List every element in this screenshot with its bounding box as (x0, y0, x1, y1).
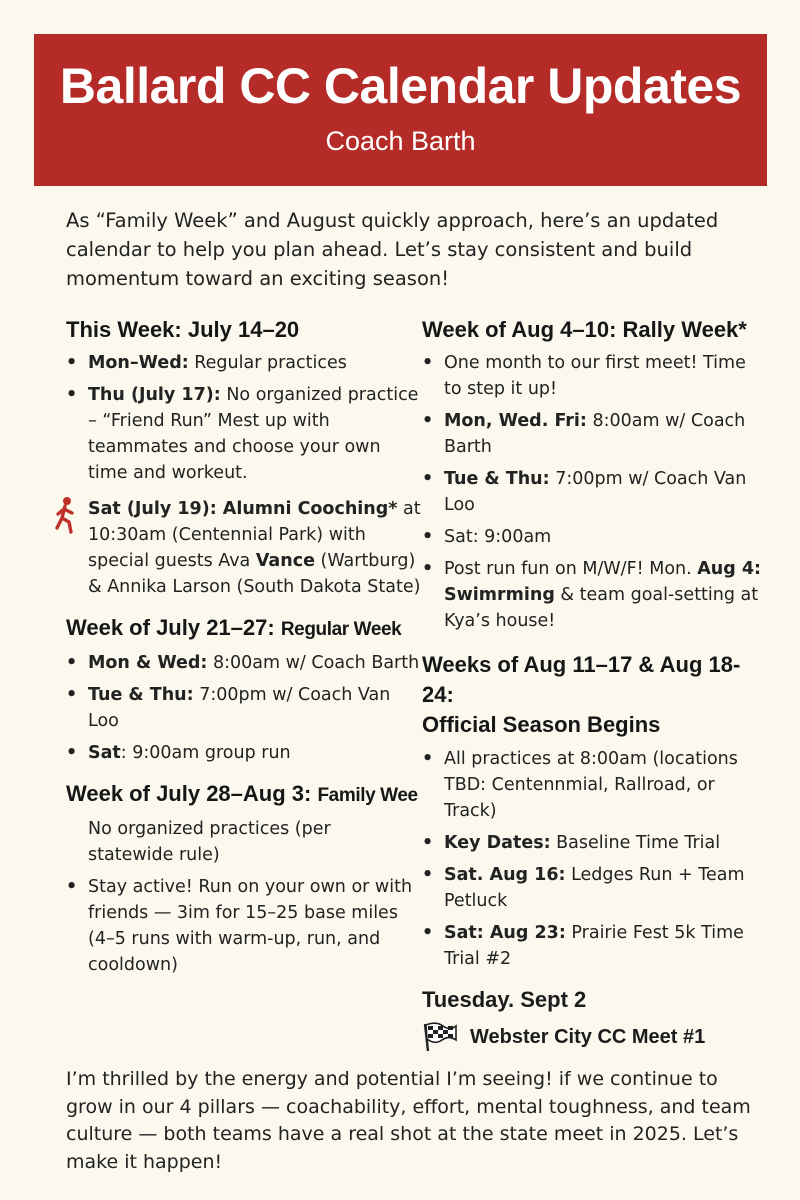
header-banner (34, 34, 767, 186)
section-title: This Week: July 14–20 (66, 317, 300, 342)
section-week-july-28 (66, 780, 421, 978)
list-item: • Mon–Wed: Regular practices (66, 350, 421, 376)
list-item: • Mon, Wed. Fri: 8:00am w/ Coach Barth (422, 408, 767, 460)
section-week-aug-4 (422, 316, 767, 634)
right-column (422, 316, 767, 1052)
list-item: Sat (July 19): Alumni Cooching* at 10:30am (Centennial Park) with special guests Ava Vance (Wartburg) & Annika Larson (South Dakota State) (66, 496, 421, 600)
meet-line (422, 1022, 767, 1052)
section-title: Week of Aug 4–10: Rally Week* (422, 317, 747, 342)
item-list (422, 350, 767, 634)
list-item: • One month to our first meet! Time to step it up! (422, 350, 767, 402)
list-item: • Post run fun on M/W/F! Mon. Aug 4: Swimrming & team goal-setting at Kya’s house! (422, 556, 767, 634)
list-item: • Sat: 9:00am (422, 524, 767, 550)
section-this-week (66, 316, 421, 600)
section-title: Week of July 21–27: Regular Week (66, 615, 402, 640)
list-item: • Mon & Wed: 8:00am w/ Coach Barth (66, 650, 421, 676)
page-subtitle: Coach Barth (325, 126, 476, 156)
meet-name: Webster City CC Meet #1 (470, 1025, 706, 1048)
section-title: Weeks of Aug 11–17 & Aug 18-24: Official Season Begins (422, 652, 741, 737)
list-item: • Sat: Aug 23: Prairie Fest 5k Time Trial #2 (422, 920, 767, 972)
left-column (66, 316, 421, 984)
item-list (66, 650, 421, 766)
list-item: • Sat: 9:00am group run (66, 740, 421, 766)
list-item: • Sat. Aug 16: Ledges Run + Team Petluck (422, 862, 767, 914)
section-week-july-21 (66, 614, 421, 766)
item-list (66, 816, 421, 978)
list-item: • Stay active! Run on your own or with friends — 3im for 15–25 base miles (4–5 runs with warm-up, run, and cooldown) (66, 874, 421, 978)
list-item: • Thu (July 17): No organized practice – “Friend Run” Mest up with teammates and choose your own time and workeut. (66, 382, 421, 486)
item-list (66, 350, 421, 600)
list-item: • Key Dates: Baseline Time Trial (422, 830, 767, 856)
running-person-icon (52, 496, 78, 536)
section-weeks-aug-11 (422, 650, 767, 972)
list-item: • Tue & Thu: 7:00pm w/ Coach Van Loo (422, 466, 767, 518)
item-list (422, 746, 767, 972)
section-title: Week of July 28–Aug 3: Family Wee (66, 781, 418, 806)
checkered-flag-icon (422, 1022, 458, 1052)
list-item: • Tue & Thu: 7:00pm w/ Coach Van Loo (66, 682, 421, 734)
list-item: No organized practices (per statewide rule) (88, 819, 331, 865)
closing-paragraph: I’m thrilled by the energy and potential I’m seeing! if we continue to grow in our 4 pillars — coachability, effort, mental toughness, and team culture — both teams have a real shot at the state meet in 2025. Let’s make it happen! (66, 1068, 751, 1173)
page-title: Ballard CC Calendar Updates (59, 58, 742, 114)
meet-date: Tuesday. Sept 2 (422, 987, 587, 1012)
list-item: • All practices at 8:00am (locations TBD: Centennmial, Rallroad, or Track) (422, 746, 767, 824)
intro-paragraph: As “Family Week” and August quickly approach, here’s an updated calendar to help you plan ahead. Let’s stay consistent and build momentum toward an exciting season! (66, 209, 719, 290)
